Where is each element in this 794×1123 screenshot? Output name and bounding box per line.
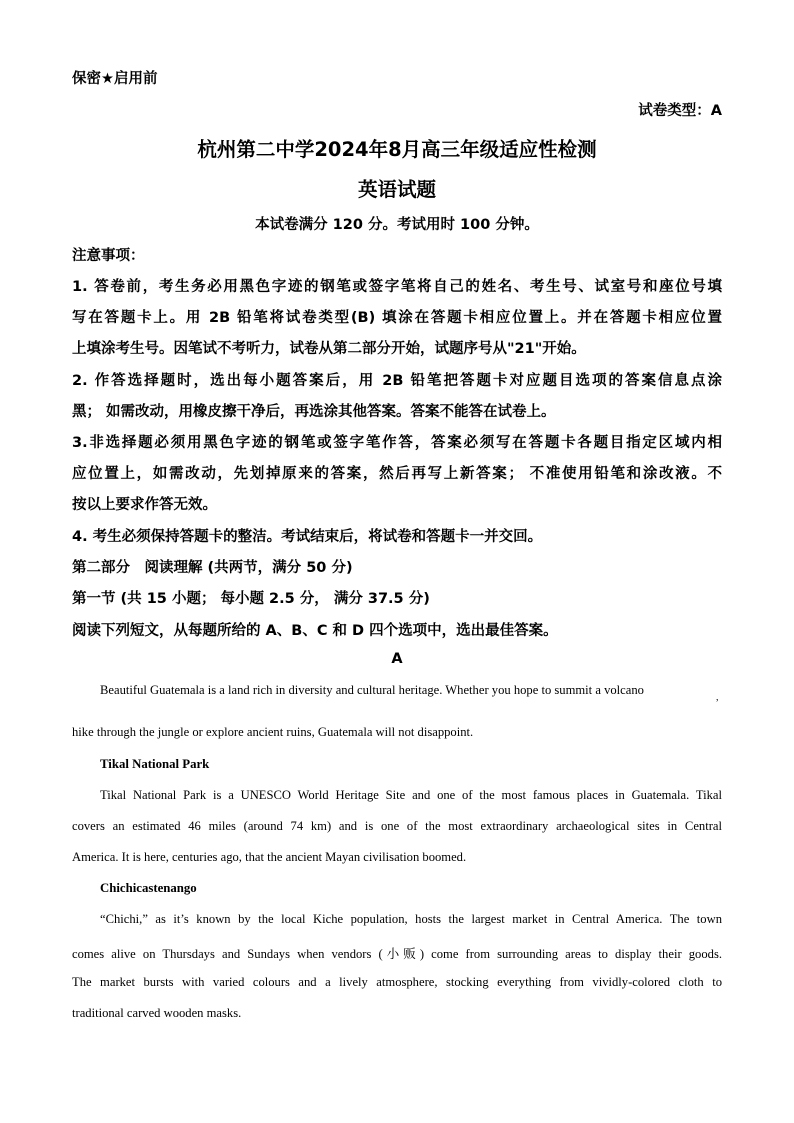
notes-line: 写在答题卡上。用 2B 铅笔将试卷类型(B) 填涂在答题卡相应位置上。并在答题卡相应位置 [72,310,722,326]
notes-heading: 注意事项： [72,248,145,264]
passage-text: covers an estimated 46 miles (around 74 km) and is one of the most extraordinary archaeological sites in Central [72,819,722,833]
section1-heading: 第一节 (共 15 小题； 每小题 2.5 分， 满分 37.5 分) [72,591,430,607]
reading-instruction: 阅读下列短文，从每题所给的 A、B、C 和 D 四个选项中，选出最佳答案。 [72,623,558,639]
notes-line: 2. 作答选择题时，选出每小题答案后，用 2B 铅笔把答题卡对应题目选项的答案信息点涂 [72,373,722,389]
section-heading: Chichicastenango [100,881,197,895]
subject-title: 英语试题 [357,178,436,201]
notes-line: 按以上要求作答无效。 [72,497,217,513]
notes-line: 4. 考生必须保持答题卡的整洁。考试结束后，将试卷和答题卡一并交回。 [72,529,543,545]
passage-text: The market bursts with varied colours and a lively atmosphere, stocking everything from vividly-colored cloth to [72,975,722,989]
notes-line: 黑； 如需改动，用橡皮擦干净后，再选涂其他答案。答案不能答在试卷上。 [72,404,556,420]
exam-title: 杭州第二中学2024年8月高三年级适应性检测 [197,138,597,161]
passage-text: hike through the jungle or explore ancient ruins, Guatemala will not disappoint. [72,725,474,739]
exam-info: 本试卷满分 120 分。考试用时 100 分钟。 [255,217,539,233]
notes-line: 应位置上，如需改动，先划掉原来的答案，然后再写上新答案； 不准使用铅笔和涂改液。不 [72,466,722,482]
passage-text: America. It is here, centuries ago, that the ancient Mayan civilisation boomed. [72,850,467,864]
paper-type-label: 试卷类型：A [638,103,722,119]
notes-line: 3.非选择题必须用黑色字迹的钢笔或签字笔作答，答案必须写在答题卡各题目指定区域内相 [72,435,722,451]
part2-heading: 第二部分 阅读理解 (共两节，满分 50 分) [72,560,353,576]
passage-letter: A [391,651,403,667]
passage-mark: , [716,692,719,703]
notes-line: 1. 答卷前，考生务必用黑色字迹的钢笔或签字笔将自己的姓名、考生号、试室号和座位号填 [72,279,722,295]
passage-text: traditional carved wooden masks. [72,1006,242,1020]
confidential-label: 保密★启用前 [72,71,158,87]
notes-line: 上填涂考生号。因笔试不考听力，试卷从第二部分开始，试题序号从"21"开始。 [72,341,586,357]
section-heading: Tikal National Park [100,757,210,771]
passage-text: Tikal National Park is a UNESCO World Heritage Site and one of the most famous places in Guatemala. Tikal [100,788,722,802]
passage-text: “Chichi,” as it’s known by the local Kiche population, hosts the largest market in Central America. The town [100,912,722,926]
passage-text: comes alive on Thursdays and Sundays when vendors (小贩) come from surrounding areas to display their goods. [72,947,722,961]
passage-text: Beautiful Guatemala is a land rich in diversity and cultural heritage. Whether you hope to summit a volcano [100,683,644,697]
